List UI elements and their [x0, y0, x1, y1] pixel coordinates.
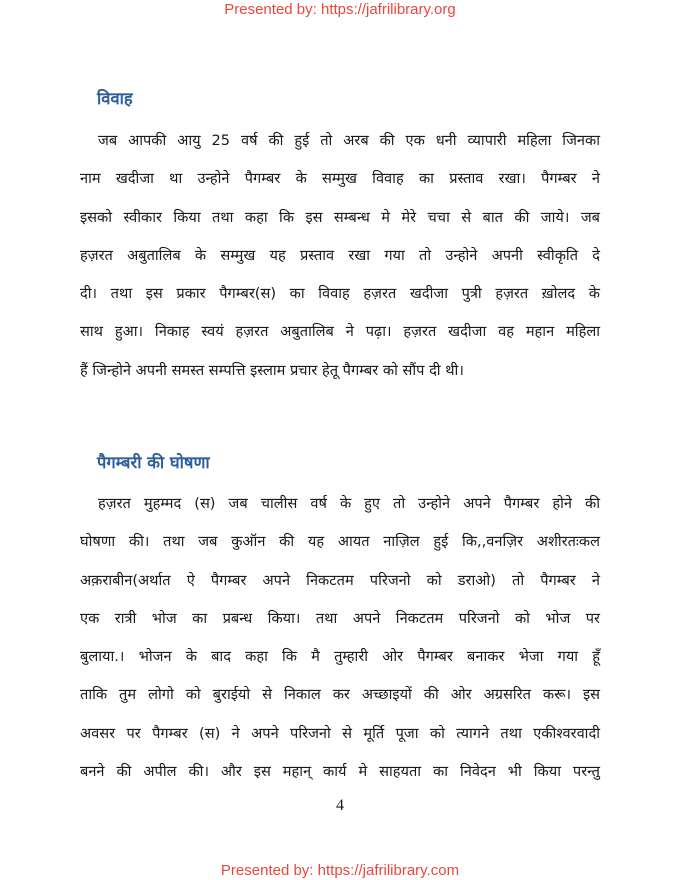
- text-line: घोषणा की। तथा जब कुऑन की यह आयत नाज़िल हुई कि,,वनज़िर अशीरतःकल: [80, 533, 600, 551]
- text-line: साथ हुआ। निकाह स्वयं हज़रत अबुतालिब ने पढ़ा। हज़रत खदीजा वह महान महिला: [80, 323, 600, 341]
- paragraph-prophethood: [80, 485, 600, 791]
- watermark-top: Presented by: https://jafrilibrary.org: [224, 1, 456, 18]
- watermark-bottom: Presented by: https://jafrilibrary.com: [220, 862, 460, 879]
- text-line: हज़रत मुहम्मद (स) जब चालीस वर्ष के हुए तो उन्होने अपने पैगम्बर होने की: [98, 495, 600, 512]
- page-number: 4: [336, 797, 344, 814]
- text-line: दी। तथा इस प्रकार पैगम्बर(स) का विवाह हज़रत खदीजा पुत्री हज़रत ख़ोलद के: [80, 285, 600, 303]
- section-heading-marriage: विवाह: [97, 89, 133, 108]
- text-line: हज़रत अबुतालिब के सम्मुख यह प्रस्ताव रखा गया तो उन्होने अपनी स्वीकृति दे: [80, 246, 600, 264]
- text-line: जब आपकी आयु 25 वर्ष की हुई तो अरब की एक धनी व्यापारी महिला जिनका: [98, 132, 600, 149]
- paragraph-marriage: [80, 122, 600, 390]
- text-line: बुलाया.। भोजन के बाद कहा कि मै तुम्हारी ओर पैगम्बर बनाकर भेजा गया हूँ: [80, 648, 600, 666]
- text-line: एक रात्री भोज का प्रबन्ध किया। तथा अपने निकटतम परिजनो को भोज पर: [80, 609, 600, 627]
- text-line: इसको स्वीकार किया तथा कहा कि इस सम्बन्ध मे मेरे चचा से बात की जाये। जब: [80, 208, 600, 226]
- text-line: बनने की अपील की। और इस महान् कार्य मे साहयता का निवेदन भी किया परन्तु: [80, 763, 600, 781]
- section-heading-prophethood: पैगम्बरी की घोषणा: [97, 453, 210, 472]
- text-line: अवसर पर पैगम्बर (स) ने अपने परिजनो से मूर्ति पूजा को त्यागने तथा एकीश्वरवादी: [80, 724, 600, 742]
- text-line: अक़राबीन(अर्थात ऐ पैगम्बर अपने निकटतम परिजनो को डराओ) तो पैगम्बर ने: [80, 571, 600, 589]
- text-line: नाम खदीजा था उन्होने पैगम्बर के सम्मुख विवाह का प्रस्ताव रखा। पैगम्बर ने: [80, 170, 600, 188]
- text-line: हैं जिन्होने अपनी समस्त सम्पत्ति इस्लाम प्रचार हेतू पैगम्बर को सौंप दी थी।: [80, 361, 464, 379]
- text-line: ताकि तुम लोगो को बुराईयो से निकाल कर अच्छाइयों की ओर अग्रसरित करू। इस: [80, 686, 600, 704]
